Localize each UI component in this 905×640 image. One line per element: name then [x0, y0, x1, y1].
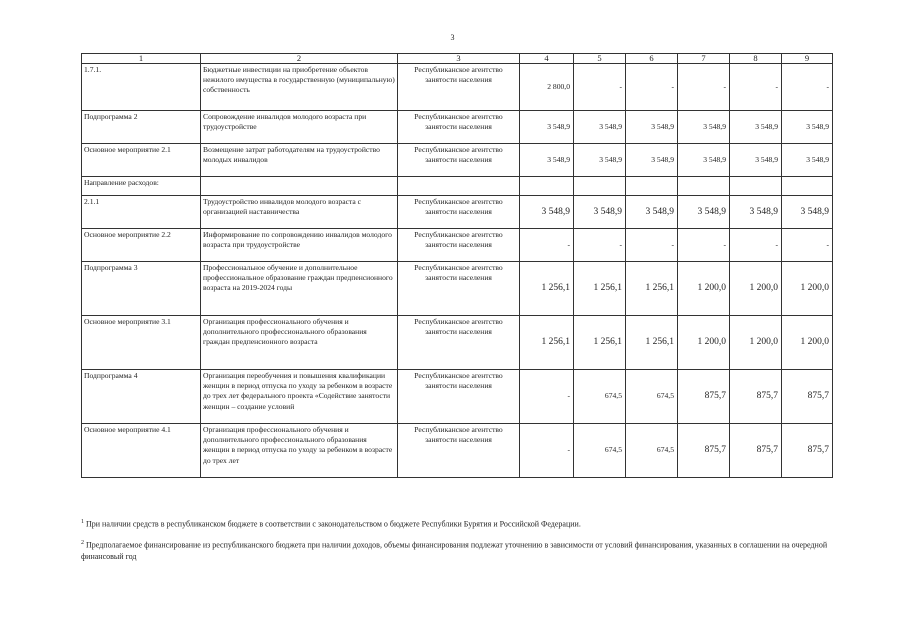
row-code: Подпрограмма 4	[82, 370, 201, 424]
value-cell: -	[520, 370, 574, 424]
col-header: 5	[574, 54, 626, 64]
value-cell: 3 548,9	[520, 111, 574, 144]
row-agency: Республиканское агентство занятости населения	[398, 64, 520, 111]
row-name: Информирование по сопровождению инвалидов молодого возраста при трудоустройстве	[201, 229, 398, 262]
table-row	[82, 262, 833, 316]
value-cell: 875,7	[730, 370, 782, 424]
value-cell: 3 548,9	[782, 111, 833, 144]
value-cell: 674,5	[626, 370, 678, 424]
value-cell: 1 200,0	[730, 316, 782, 370]
row-name: Организация профессионального обучения и дополнительного профессионального образования граждан предпенсионного возраста	[201, 316, 398, 370]
row-code: 2.1.1	[82, 196, 201, 229]
footnote-2	[81, 538, 841, 562]
value-cell: 875,7	[782, 424, 833, 478]
table-row	[82, 144, 833, 177]
row-name: Бюджетные инвестиции на приобретение объектов нежилого имущества в государственную (муниципальную) собственность	[201, 64, 398, 111]
col-header: 9	[782, 54, 833, 64]
value-cell: 674,5	[574, 370, 626, 424]
value-cell: 674,5	[626, 424, 678, 478]
value-cell: -	[782, 229, 833, 262]
value-cell: -	[520, 424, 574, 478]
value-cell	[574, 177, 626, 196]
footnote-1	[81, 517, 841, 530]
row-agency: Республиканское агентство занятости населения	[398, 229, 520, 262]
col-header: 6	[626, 54, 678, 64]
row-code: Основное мероприятие 3.1	[82, 316, 201, 370]
value-cell: 1 256,1	[626, 262, 678, 316]
row-code: Подпрограмма 2	[82, 111, 201, 144]
value-cell: 1 256,1	[574, 262, 626, 316]
value-cell: 1 200,0	[730, 262, 782, 316]
value-cell: 3 548,9	[520, 144, 574, 177]
value-cell: 3 548,9	[782, 196, 833, 229]
value-cell: 1 200,0	[678, 316, 730, 370]
col-header: 3	[398, 54, 520, 64]
value-cell: 3 548,9	[678, 144, 730, 177]
value-cell: -	[730, 229, 782, 262]
value-cell	[520, 177, 574, 196]
value-cell: -	[574, 229, 626, 262]
row-agency	[398, 177, 520, 196]
value-cell: -	[626, 229, 678, 262]
table-row	[82, 424, 833, 478]
row-name: Сопровождение инвалидов молодого возраста при трудоустройстве	[201, 111, 398, 144]
value-cell	[678, 177, 730, 196]
value-cell: 2 800,0	[520, 64, 574, 111]
value-cell	[782, 177, 833, 196]
value-cell: 3 548,9	[520, 196, 574, 229]
value-cell: -	[678, 229, 730, 262]
row-agency: Республиканское агентство занятости населения	[398, 424, 520, 478]
row-agency: Республиканское агентство занятости населения	[398, 316, 520, 370]
value-cell: 3 548,9	[678, 111, 730, 144]
footnote-text: Предполагаемое финансирование из республиканского бюджета при наличии доходов, объемы финансирования подлежат уточнению в зависимости от условий финансирования, указанных в соглашении на очередной финансовый год	[81, 540, 828, 561]
page-number: 3	[450, 33, 455, 42]
row-code: 1.7.1.	[82, 64, 201, 111]
table-row	[82, 64, 833, 111]
row-code: Подпрограмма 3	[82, 262, 201, 316]
row-agency: Республиканское агентство занятости населения	[398, 262, 520, 316]
value-cell: 3 548,9	[730, 196, 782, 229]
value-cell: -	[730, 64, 782, 111]
value-cell: -	[626, 64, 678, 111]
table-body	[82, 54, 833, 478]
table-row	[82, 316, 833, 370]
row-code: Направление расходов:	[82, 177, 201, 196]
value-cell: -	[574, 64, 626, 111]
footnote-mark: 2	[81, 540, 84, 546]
value-cell: 3 548,9	[626, 111, 678, 144]
value-cell: 1 256,1	[520, 262, 574, 316]
value-cell	[730, 177, 782, 196]
table-row	[82, 196, 833, 229]
value-cell	[626, 177, 678, 196]
value-cell: -	[678, 64, 730, 111]
value-cell: 1 200,0	[782, 316, 833, 370]
value-cell: 875,7	[678, 370, 730, 424]
row-agency: Республиканское агентство занятости населения	[398, 111, 520, 144]
col-header: 4	[520, 54, 574, 64]
row-code: Основное мероприятие 2.1	[82, 144, 201, 177]
row-agency: Республиканское агентство занятости населения	[398, 196, 520, 229]
value-cell: 3 548,9	[782, 144, 833, 177]
table-row	[82, 177, 833, 196]
col-header: 7	[678, 54, 730, 64]
value-cell: 3 548,9	[626, 144, 678, 177]
row-name: Возмещение затрат работодателям на трудоустройство молодых инвалидов	[201, 144, 398, 177]
footnote-text: При наличии средств в республиканском бюджете в соответствии с законодательством о бюджете Республики Бурятия и Российской Федерации.	[86, 519, 581, 529]
value-cell: 3 548,9	[574, 111, 626, 144]
value-cell: 1 256,1	[574, 316, 626, 370]
value-cell: -	[520, 229, 574, 262]
value-cell: 875,7	[782, 370, 833, 424]
table-row	[82, 370, 833, 424]
col-header: 8	[730, 54, 782, 64]
row-code: Основное мероприятие 2.2	[82, 229, 201, 262]
value-cell: 3 548,9	[626, 196, 678, 229]
row-name: Профессиональное обучение и дополнительное профессиональное образование граждан предпенсионного возраста на 2019-2024 годы	[201, 262, 398, 316]
value-cell: 875,7	[730, 424, 782, 478]
value-cell: 3 548,9	[574, 144, 626, 177]
value-cell: 875,7	[678, 424, 730, 478]
row-name: Организация профессионального обучения и дополнительного профессионального образования женщин в период отпуска по уходу за ребенком в возрасте до трех лет	[201, 424, 398, 478]
col-header: 1	[82, 54, 201, 64]
value-cell: 3 548,9	[678, 196, 730, 229]
value-cell: 3 548,9	[730, 111, 782, 144]
header-row	[82, 54, 833, 64]
value-cell: 1 200,0	[678, 262, 730, 316]
footnote-mark: 1	[81, 519, 84, 525]
value-cell: 3 548,9	[730, 144, 782, 177]
value-cell: -	[782, 64, 833, 111]
budget-table	[81, 53, 833, 478]
row-code: Основное мероприятие 4.1	[82, 424, 201, 478]
table-row	[82, 229, 833, 262]
col-header: 2	[201, 54, 398, 64]
value-cell: 1 256,1	[626, 316, 678, 370]
row-agency: Республиканское агентство занятости населения	[398, 144, 520, 177]
value-cell: 1 200,0	[782, 262, 833, 316]
value-cell: 1 256,1	[520, 316, 574, 370]
value-cell: 674,5	[574, 424, 626, 478]
table-row	[82, 111, 833, 144]
row-name: Трудоустройство инвалидов молодого возраста с организацией наставничества	[201, 196, 398, 229]
value-cell: 3 548,9	[574, 196, 626, 229]
row-name	[201, 177, 398, 196]
row-name: Организация переобучения и повышения квалификации женщин в период отпуска по уходу за ребенком в возрасте до трех лет федерального проекта «Содействие занятости женщин – создание условий	[201, 370, 398, 424]
row-agency: Республиканское агентство занятости населения	[398, 370, 520, 424]
